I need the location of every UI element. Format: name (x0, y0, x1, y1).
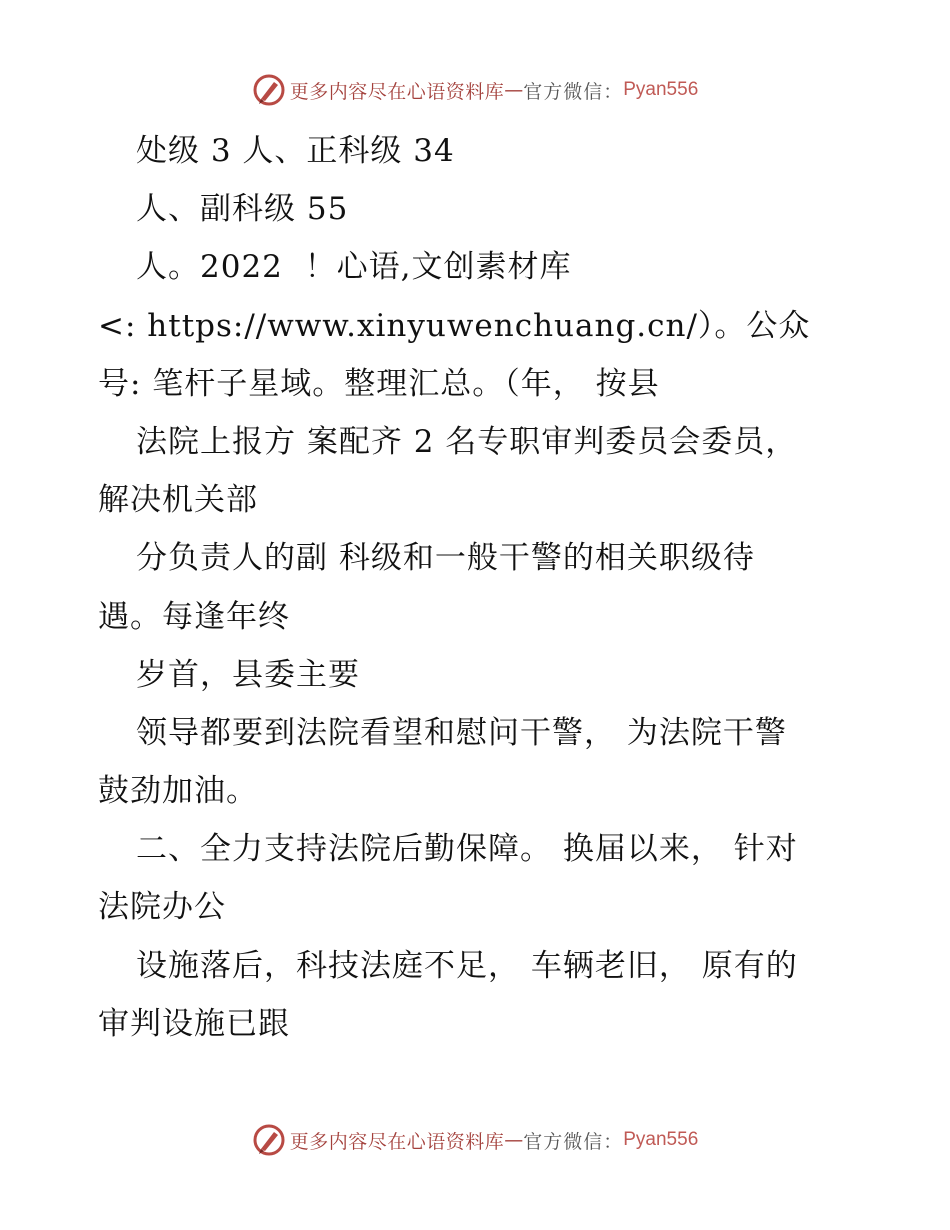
pen-logo-icon (252, 1123, 286, 1157)
text-line: 分负责人的副 科级和一般干警的相关职级待 (136, 540, 755, 577)
text-line: 岁首，县委主要 (136, 656, 360, 693)
banner-main-text: 更多内容尽在心语资料库 (289, 80, 505, 103)
text-line: 鼓劲加油。 (98, 773, 258, 810)
text-line: 法院上报方 案配齐 2 名专职审判委员会委员， (136, 423, 798, 460)
text-line: 处级 3 人、正科级 34 (136, 133, 455, 169)
document-body (98, 122, 878, 1053)
banner-wechat-label: 官方微信： (523, 80, 624, 103)
text-line: 解决机关部 (98, 482, 258, 519)
text-line: 审判设施已跟 (98, 1005, 290, 1042)
banner-main-text: 更多内容尽在心语资料库 (289, 1130, 505, 1153)
banner-wechat-label: 官方微信： (523, 1130, 624, 1153)
banner-separator: — (504, 79, 524, 101)
banner-wechat-id: Pyan556 (623, 1129, 699, 1150)
text-line: 遇。每逢年终 (98, 598, 290, 635)
text-line: 设施落后，科技法庭不足， 车辆老旧， 原有的 (136, 947, 798, 984)
banner-separator: — (504, 1129, 524, 1151)
header-watermark-banner (0, 70, 950, 110)
text-line: 号: 笔杆子星域。整理汇总。（年， 按县 (98, 365, 660, 402)
footer-watermark-banner (0, 1120, 950, 1160)
pen-logo-icon (252, 73, 286, 107)
text-line: 二、全力支持法院后勤保障。 换届以来， 针对 (136, 831, 798, 868)
banner-wechat-id: Pyan556 (623, 79, 699, 100)
text-line: 领导都要到法院看望和慰问干警， 为法院干警 (136, 714, 787, 751)
text-line: 人、副科级 55 (136, 191, 349, 228)
text-line: 法院办公 (98, 889, 226, 926)
text-line: <: https://www.xinyuwenchuang.cn/）。公众 (98, 307, 811, 344)
text-line: 人。2022 ！心语,文创素材库 (136, 249, 572, 286)
